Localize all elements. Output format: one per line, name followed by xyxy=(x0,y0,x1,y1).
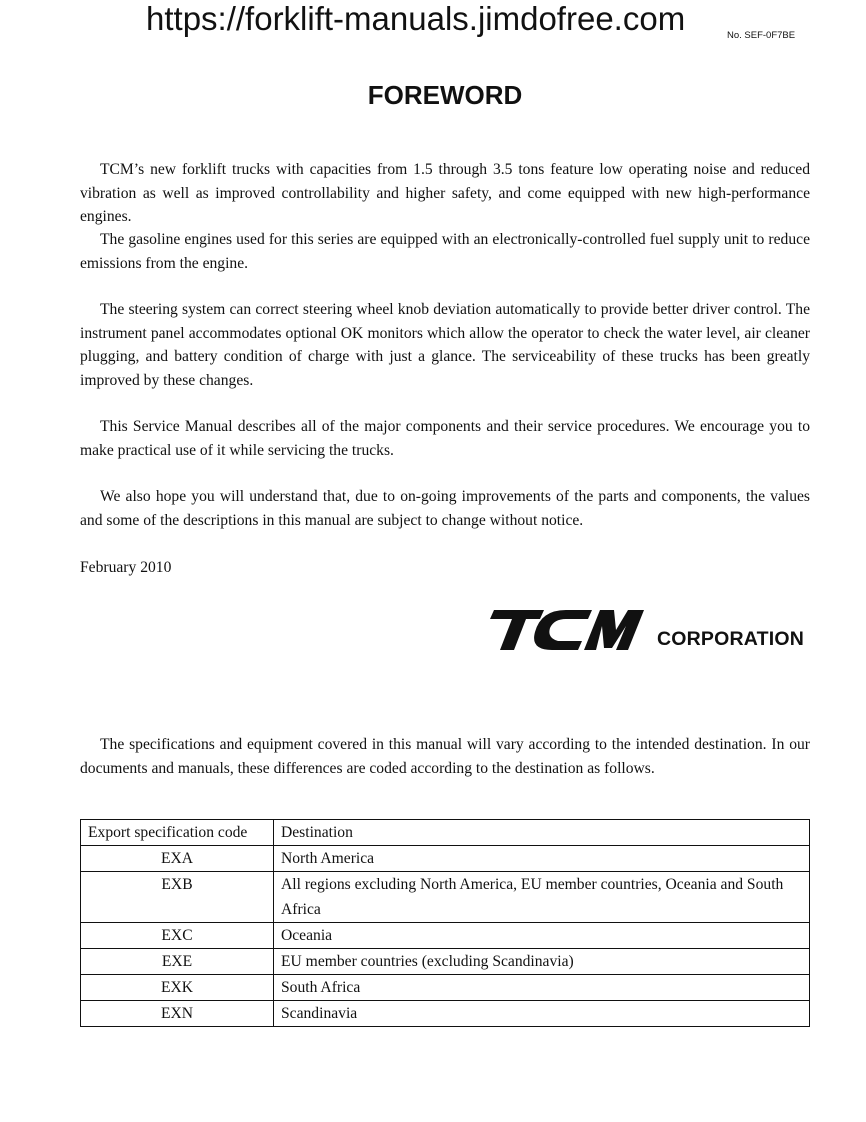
source-url: https://forklift-manuals.jimdofree.com xyxy=(146,0,686,37)
export-code-table xyxy=(80,819,810,1027)
export-code: EXC xyxy=(81,923,274,949)
paragraph-specifications: The specifications and equipment covered in this manual will vary according to the intended destination. In our documents and manuals, these differences are coded according to the destination as follows. xyxy=(80,736,810,777)
paragraph-service-manual: This Service Manual describes all of the major components and their service procedures. We encourage you to make practical use of it while servicing the trucks. xyxy=(80,418,810,459)
export-code: EXN xyxy=(81,1001,274,1027)
export-code: EXE xyxy=(81,949,274,975)
header-export-code: Export specification code xyxy=(81,820,274,846)
destination: Scandinavia xyxy=(274,1001,810,1027)
tcm-logo xyxy=(488,610,644,650)
publication-date: February 2010 xyxy=(80,559,172,576)
page-title: FOREWORD xyxy=(367,80,523,110)
destination: EU member countries (excluding Scandinavia) xyxy=(274,949,810,975)
export-code: EXA xyxy=(81,846,274,872)
paragraph-steering: The steering system can correct steering wheel knob deviation automatically to provide better driver control. The instrument panel accommodates optional OK monitors which allow the operator to check the water level, air cleaner plugging, and battery condition of charge with just a glance. The serviceability of these trucks has been greatly improved by these changes. xyxy=(80,301,810,389)
export-code: EXB xyxy=(81,872,274,923)
destination: All regions excluding North America, EU member countries, Oceania and South Africa xyxy=(274,872,810,923)
paragraph-improvements: We also hope you will understand that, due to on-going improvements of the parts and components, the values and some of the descriptions in this manual are subject to change without notice. xyxy=(80,488,810,529)
header-destination: Destination xyxy=(274,820,810,846)
paragraph-intro: TCM’s new forklift trucks with capacities from 1.5 through 3.5 tons feature low operating noise and reduced vibration as well as improved controllability and higher safety, and come equipped with new high-performance engines. xyxy=(80,161,810,225)
corporation-label: CORPORATION xyxy=(657,628,805,650)
table-row xyxy=(81,949,810,975)
destination: North America xyxy=(274,846,810,872)
document-number: No. SEF-0F7BE xyxy=(727,30,796,41)
table-row xyxy=(81,975,810,1001)
table-row xyxy=(81,923,810,949)
destination: South Africa xyxy=(274,975,810,1001)
export-code: EXK xyxy=(81,975,274,1001)
table-row xyxy=(81,1001,810,1027)
table-row xyxy=(81,872,810,923)
table-header-row xyxy=(81,820,810,846)
paragraph-engines: The gasoline engines used for this series are equipped with an electronically-controlled fuel supply unit to reduce emissions from the engine. xyxy=(80,231,810,272)
table-row xyxy=(81,846,810,872)
destination: Oceania xyxy=(274,923,810,949)
